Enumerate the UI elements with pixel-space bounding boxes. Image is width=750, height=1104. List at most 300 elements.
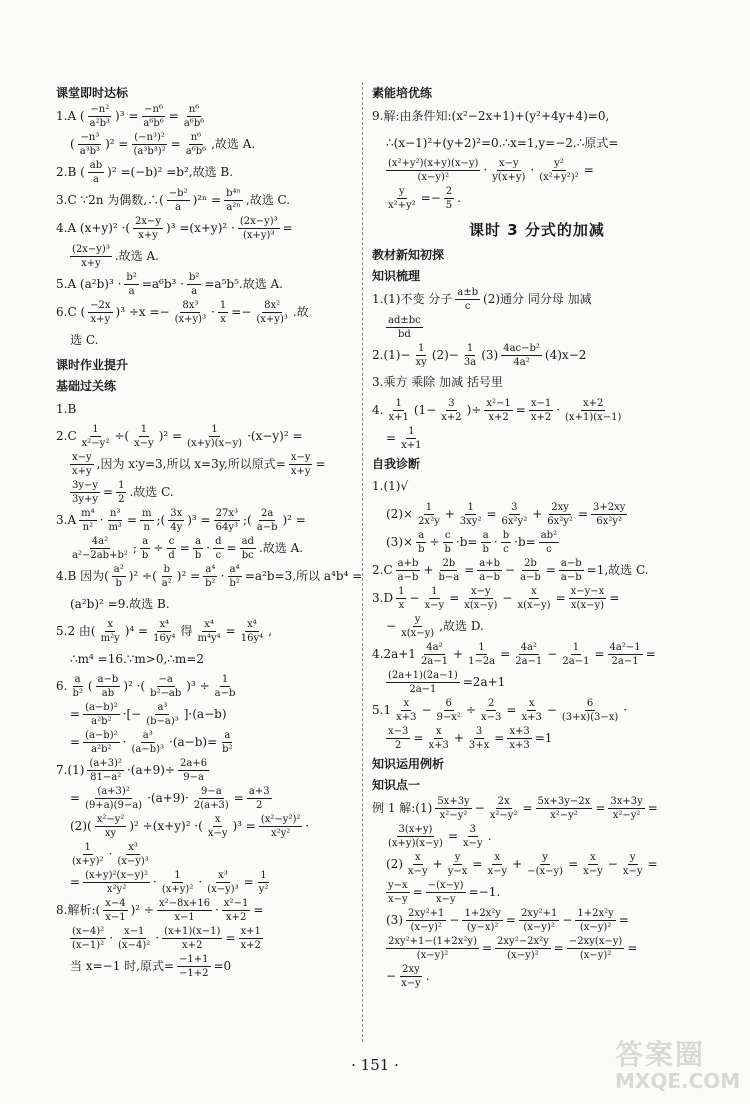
numerator: 4a² (520, 641, 537, 653)
solution-line (372, 398, 702, 423)
denominator: 2 (118, 494, 125, 505)
lesson-title: 课时 3 分式的加减 (469, 221, 605, 239)
solution-line (372, 371, 702, 395)
denominator: a³b³ (79, 146, 101, 157)
numerator: 3(x+y) (398, 823, 433, 835)
numerator: (2x−y)³ (72, 244, 110, 255)
fraction (70, 452, 94, 477)
denominator: x²y² (106, 884, 127, 895)
numerator: 2xy (551, 501, 569, 513)
numerator: x (590, 851, 596, 863)
math-text: − (546, 702, 557, 717)
numerator: (x+1)(x−1) (164, 926, 221, 937)
math-text: = (545, 562, 556, 577)
denominator: x−1 (105, 912, 126, 923)
numerator: 1 (219, 300, 227, 311)
fraction (455, 287, 480, 312)
fraction (80, 424, 112, 449)
fraction (479, 698, 503, 723)
denominator: (x−y)² (507, 949, 539, 961)
denominator: x+2 (182, 940, 203, 951)
numerator: 2 (488, 697, 495, 709)
solution-line (56, 898, 356, 923)
math-text: = (506, 702, 517, 717)
numerator: x²−1 (223, 898, 249, 909)
math-text: − (502, 590, 513, 605)
math-text: = (583, 163, 594, 177)
numerator: (−n³)² (134, 132, 165, 143)
math-text: = (568, 856, 579, 871)
numerator: 3x (170, 508, 183, 519)
numerator: b² (126, 272, 137, 283)
math-text: = (70, 707, 81, 721)
fraction (608, 796, 644, 821)
fraction (133, 216, 163, 241)
numerator: −n³ (80, 132, 100, 143)
numerator: 1 (211, 424, 218, 435)
fraction (426, 880, 466, 905)
solution-line (56, 216, 356, 241)
math-text: 1.(1)√ (372, 479, 409, 494)
math-text: ·[− (122, 707, 142, 721)
fraction (396, 558, 421, 583)
numerator: a−b (560, 557, 582, 569)
math-text: − (562, 912, 573, 927)
math-text: − (547, 646, 558, 661)
math-text: = (464, 562, 475, 577)
math-text: 5.2 由( (56, 624, 96, 638)
numerator: ad (241, 536, 254, 547)
denominator: b² (229, 578, 240, 589)
numerator: 1 (431, 585, 438, 597)
fraction (414, 343, 429, 368)
denominator: 5 (445, 200, 453, 211)
denominator: 3y+y (72, 494, 99, 505)
fraction (399, 964, 423, 989)
math-text: ÷ (465, 702, 476, 717)
fraction (477, 558, 502, 583)
solution-line (372, 670, 702, 695)
fraction (439, 398, 463, 423)
denominator: b (141, 550, 149, 561)
denominator: 3xy² (459, 515, 482, 527)
denominator: 16y⁴ (153, 633, 176, 644)
math-text: 6.C ( (56, 305, 86, 319)
denominator: xy (104, 828, 117, 839)
math-text: .故 (292, 305, 309, 319)
denominator: n (143, 522, 150, 533)
numerator: 1+2x²y (577, 907, 614, 919)
math-text: ∴(x−1)²+(y+2)²=0.∴x=1,y=−2.∴原式= (386, 135, 619, 150)
denominator: 81−a² (90, 772, 122, 783)
math-text: )÷ (466, 402, 482, 417)
numerator: 3 (469, 823, 477, 835)
numerator: a (418, 529, 425, 541)
numerator: x−y−x (570, 585, 605, 597)
fraction (203, 564, 217, 589)
fraction (185, 424, 244, 449)
denominator: x²−y² (439, 809, 468, 821)
numerator: 5x+3y−2x (537, 795, 591, 807)
fraction (484, 398, 512, 423)
solution-line (56, 188, 356, 213)
fraction (182, 104, 206, 129)
numerator: 1 (408, 425, 415, 437)
numerator: x³ (218, 870, 228, 881)
math-text: = (505, 912, 516, 927)
fraction (70, 926, 106, 951)
fraction (112, 564, 126, 589)
denominator: (x−y)² (417, 172, 449, 183)
math-text: = (179, 541, 190, 555)
denominator: (x+y)² (161, 884, 194, 895)
math-text: · (108, 847, 113, 861)
math-text: ·(a+9)÷ (126, 763, 176, 777)
numerator: 1+2x²y (464, 907, 501, 919)
denominator: 2x²y (418, 515, 440, 527)
fraction (196, 619, 223, 644)
numerator: x−3 (388, 725, 409, 737)
math-text: = (481, 940, 493, 955)
denominator: x(x−y) (464, 599, 498, 611)
solution-line (56, 536, 356, 561)
numerator: −b² (168, 188, 188, 199)
numerator: x²−y² (96, 814, 125, 825)
denominator: x−y (401, 977, 421, 989)
numerator: x−1 (123, 926, 145, 937)
fraction (218, 300, 228, 325)
math-text: · (99, 513, 104, 527)
math-text: · (122, 735, 127, 749)
fraction (148, 674, 183, 699)
fraction (416, 530, 426, 555)
denominator: (a−b)³ (131, 744, 165, 755)
fraction (88, 160, 104, 185)
denominator: x²y² (270, 828, 291, 839)
numerator: 3y−y (72, 480, 99, 491)
denominator: x+y (81, 258, 101, 269)
numerator: 1 (467, 501, 474, 513)
math-text: )² = (158, 429, 183, 443)
fraction (536, 796, 593, 821)
math-text: = (449, 590, 460, 605)
denominator: 2 (395, 739, 402, 751)
denominator: a (92, 174, 99, 185)
solution-line (56, 272, 356, 297)
fraction (416, 502, 442, 527)
fraction (435, 796, 471, 821)
math-text: =− (231, 305, 252, 319)
math-text: =1,故选 C. (586, 562, 649, 577)
fraction (184, 132, 208, 157)
numerator: a (195, 536, 202, 547)
math-text: = (225, 931, 236, 945)
math-text: (4)x−2 (544, 347, 587, 362)
math-text: = (168, 109, 179, 123)
numerator: 1 (260, 870, 267, 881)
math-text: = (522, 800, 533, 815)
math-text: = (226, 541, 237, 555)
numerator: y (414, 613, 421, 625)
denominator: (x+y)² (72, 856, 104, 867)
numerator: 2xy²+1−(1+2x²y) (388, 935, 477, 947)
numerator: (a−b)² (85, 702, 118, 713)
section-heading: 教材新知初探 (372, 247, 445, 262)
math-text: =− (420, 191, 441, 205)
math-text: · (530, 163, 535, 177)
math-text: 9.解:由条件知:(x²−2x+1)+(y²+4y+4)=0, (372, 108, 610, 123)
numerator: 1 (395, 397, 402, 409)
fraction (539, 530, 559, 555)
solution-line (56, 814, 356, 839)
denominator: (x−y)³ (207, 884, 239, 895)
fraction (458, 502, 484, 527)
math-text: = (494, 730, 505, 745)
math-text: 5.1 (372, 702, 392, 717)
denominator: (x+y)(x−y) (388, 837, 443, 849)
denominator: x(x−y) (401, 627, 435, 639)
numerator: 3 (511, 501, 518, 513)
numerator: x⁴ (247, 619, 257, 630)
math-text: = (647, 856, 658, 871)
numerator: (2x−y)³ (239, 216, 278, 227)
fraction (70, 674, 84, 699)
denominator: a²ⁿ (226, 202, 241, 213)
numerator: b (163, 564, 170, 575)
denominator: (x−1)² (72, 940, 105, 951)
numerator: 3x+3y (610, 795, 643, 807)
fraction (485, 852, 509, 877)
numerator: a (142, 536, 149, 547)
solution-line (56, 786, 356, 811)
math-text: = (553, 940, 564, 955)
denominator: x²−y² (550, 809, 578, 821)
numerator: 2x−y (135, 216, 162, 227)
math-text: =1 (534, 730, 553, 745)
numerator: 3 (448, 397, 455, 409)
denominator: b−a (438, 571, 460, 583)
fraction (501, 343, 542, 368)
math-text: )² = (282, 513, 306, 527)
solution-line (372, 475, 702, 499)
math-text: , (268, 624, 272, 638)
denominator: a−b (479, 571, 501, 583)
fraction (141, 104, 165, 129)
numerator: 1 (478, 641, 485, 653)
solution-line (372, 586, 702, 611)
denominator: 1−2a (468, 655, 496, 667)
math-text: + (453, 730, 464, 745)
denominator: a²b² (91, 716, 112, 727)
fraction (537, 158, 581, 183)
column-divider (362, 82, 363, 1042)
solution-line (56, 592, 356, 616)
math-text: 3.A (56, 513, 77, 527)
math-text: − (505, 562, 516, 577)
fraction (507, 726, 531, 751)
denominator: 6x²y² (547, 515, 573, 527)
numerator: a+b (479, 557, 501, 569)
math-text: = (413, 730, 424, 745)
solution-line (56, 104, 356, 129)
math-text: = (243, 875, 254, 889)
fraction (501, 530, 511, 555)
denominator: m²y (100, 633, 120, 644)
denominator: x+3 (396, 711, 417, 723)
solution-line (372, 131, 702, 155)
math-text: = (225, 624, 236, 638)
solution-line (372, 936, 702, 961)
math-text: = (486, 506, 497, 521)
numerator: ad±bc (388, 314, 421, 326)
fraction (399, 426, 423, 451)
solution-line (56, 328, 356, 352)
denominator: m⁴y⁴ (197, 633, 221, 644)
numerator: x (107, 619, 113, 630)
section-heading: 基础过关练 (56, 379, 117, 393)
fraction (466, 642, 497, 667)
math-text: )⁴ = (124, 624, 149, 638)
math-text: 2.C (56, 429, 77, 443)
numerator: 6 (445, 697, 452, 709)
denominator: c (503, 543, 509, 555)
math-text: = (126, 513, 138, 527)
solution-line (372, 642, 702, 667)
denominator: b²−ab (150, 688, 182, 699)
numerator: −n⁶ (144, 104, 163, 115)
numerator: (a+3)² (97, 786, 130, 797)
denominator: a (128, 286, 135, 297)
denominator: x+y (90, 314, 111, 325)
math-text: (a²b)² =9.故选 B. (70, 596, 170, 611)
fraction (239, 926, 263, 951)
denominator: x+2 (530, 411, 552, 423)
math-text: 8.解析:( (56, 903, 101, 917)
denominator: a−b (397, 571, 419, 583)
math-text: = (627, 940, 638, 955)
math-text: ·(x−y)² = (247, 429, 303, 443)
fraction (515, 586, 552, 611)
math-text: + (532, 506, 543, 521)
denominator: x−y (134, 438, 154, 449)
math-text: )²ⁿ = (192, 193, 222, 207)
fraction (88, 300, 112, 325)
math-text: = (233, 791, 244, 805)
fraction (254, 300, 289, 325)
fraction (560, 698, 620, 723)
fraction (467, 726, 491, 751)
numerator: (2a+1)(2a−1) (388, 669, 458, 681)
solution-line (372, 502, 702, 527)
fraction (132, 424, 156, 449)
fraction (162, 926, 222, 951)
numerator: b² (188, 272, 200, 283)
fraction (419, 642, 450, 667)
solution-line (56, 564, 363, 589)
fraction (436, 558, 461, 583)
numerator: x²−8x+16 (158, 898, 211, 909)
fraction (144, 702, 181, 727)
numerator: 4a² (426, 641, 443, 653)
denominator: x−y (487, 865, 508, 877)
denominator: x−1 (174, 912, 195, 923)
math-text: = (103, 485, 114, 499)
denominator: x+1 (388, 411, 409, 423)
math-text: ,因为 x∶y=3,所以 x=3y,所以原式= (96, 457, 286, 471)
denominator: (x+y)(x−y) (187, 438, 243, 449)
denominator: a²−2ab+b² (72, 550, 128, 561)
math-text: .故选 C. (129, 485, 174, 499)
numerator: −1+1 (179, 954, 209, 965)
numerator: 4a² (91, 536, 109, 547)
solution-line (56, 647, 356, 671)
numerator: x (214, 814, 221, 825)
solution-line (56, 480, 356, 505)
numerator: 1 (140, 424, 148, 435)
denominator: x+2 (225, 912, 247, 923)
fraction (386, 158, 480, 183)
math-text: )³ ÷x =− (115, 305, 170, 319)
denominator: b² (222, 744, 233, 755)
numerator: 1 (425, 501, 433, 513)
solution-line (56, 842, 356, 867)
math-text: = (595, 800, 606, 815)
math-text: = (70, 735, 81, 749)
denominator: 3a (463, 356, 477, 368)
numerator: 2xy²+1 (408, 907, 445, 919)
math-text: . (457, 191, 461, 205)
fraction (213, 536, 223, 561)
math-text: + (453, 646, 464, 661)
solution-line (56, 926, 356, 951)
solution-line (372, 558, 702, 583)
numerator: 6 (586, 697, 594, 709)
math-text: − (607, 856, 618, 871)
solution-line (372, 880, 702, 905)
solution-line (56, 619, 356, 644)
solution-line (56, 300, 356, 325)
math-text: ( (70, 137, 75, 151)
fraction (78, 132, 102, 157)
numerator: a±b (457, 286, 479, 298)
numerator: 2b (524, 557, 537, 569)
denominator: (x−y)² (579, 921, 612, 933)
denominator: x−y (622, 865, 643, 877)
math-text: · (153, 875, 157, 889)
fraction (462, 586, 499, 611)
fraction (461, 824, 485, 849)
math-text: = (386, 430, 397, 445)
math-text: ]·(a−b) (183, 707, 227, 721)
denominator: 64y³ (215, 522, 239, 533)
fraction (214, 508, 240, 533)
denominator: y−x (447, 865, 468, 877)
numerator: b⁴ⁿ (226, 188, 241, 199)
numerator: y−x (388, 879, 408, 891)
denominator: 2a−1 (515, 655, 543, 667)
denominator: x²−y² (81, 438, 110, 449)
numerator: c (168, 536, 175, 547)
fraction (386, 936, 479, 961)
numerator: n⁶ (188, 104, 200, 115)
section-heading: 知识点一 (372, 777, 421, 792)
math-text: .故选 A. (114, 249, 159, 263)
fraction (490, 158, 527, 183)
math-text: − (474, 800, 485, 815)
solution-line (56, 160, 356, 185)
math-text: 3.D (372, 590, 394, 605)
numerator: x (531, 585, 537, 597)
